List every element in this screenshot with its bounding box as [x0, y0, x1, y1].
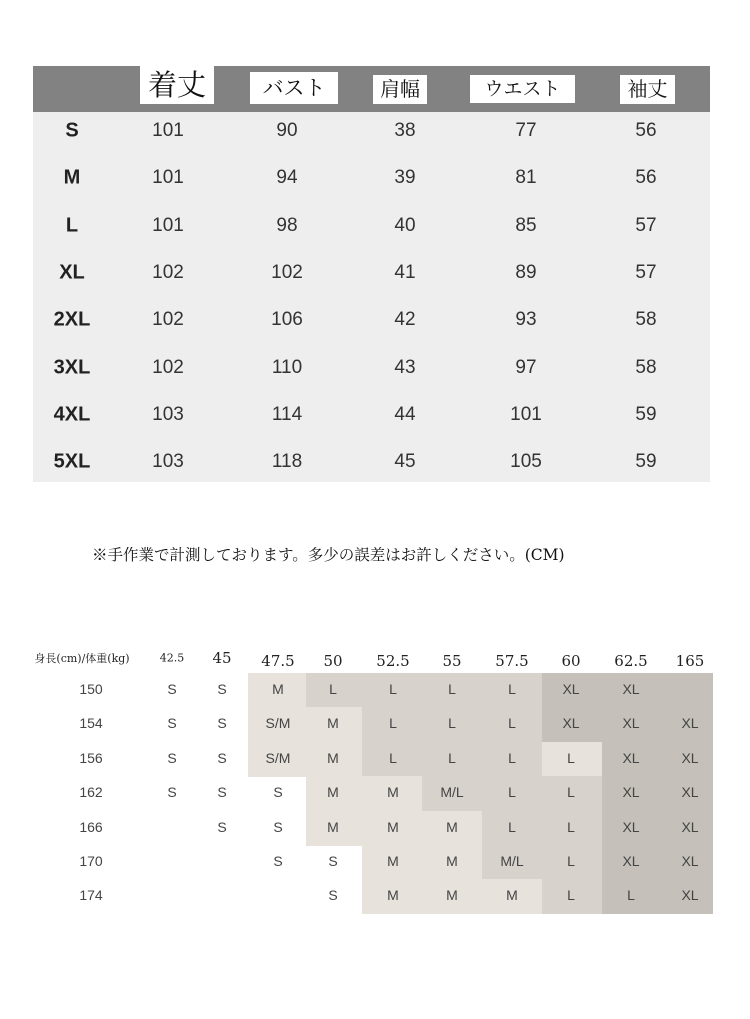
size-cell: XL [622, 681, 640, 697]
size-cell: L [389, 681, 397, 697]
size-cell: XL [622, 784, 640, 801]
weight-header: 52.5 [376, 652, 410, 670]
table-cell: 94 [276, 167, 298, 189]
table-cell: 101 [152, 214, 184, 236]
size-cell: S [217, 749, 227, 766]
size-cell: L [567, 853, 575, 869]
size-label: L [65, 214, 79, 237]
size-cell: S [217, 818, 227, 835]
table-cell: 77 [515, 120, 537, 141]
weight-header: 47.5 [261, 652, 295, 670]
weight-header: 50 [323, 652, 343, 670]
table-cell: 85 [515, 214, 537, 236]
height-label: 154 [79, 715, 103, 732]
size-cell: M/L [440, 784, 464, 801]
size-cell: L [567, 818, 575, 835]
table-cell: 58 [635, 356, 657, 378]
weight-header: 42.5 [159, 651, 185, 665]
height-label: 150 [79, 681, 103, 697]
size-cell: S [328, 853, 338, 869]
measurement-table [33, 66, 710, 482]
table-cell: 39 [394, 167, 416, 189]
size-cell: XL [681, 715, 699, 732]
size-cell: XL [562, 715, 580, 732]
table-cell: 59 [635, 403, 657, 425]
table-cell: 110 [271, 356, 303, 378]
size-cell: M [272, 681, 284, 697]
table-cell: 97 [515, 356, 537, 378]
size-label: S [65, 119, 79, 142]
size-cell: S [328, 887, 338, 904]
table-cell: 45 [394, 451, 416, 473]
size-cell: M [327, 784, 339, 801]
size-label: 4XL [53, 403, 91, 426]
size-cell: S [217, 715, 227, 732]
table-cell: 106 [271, 309, 303, 331]
table-cell: 118 [271, 451, 303, 473]
height-label: 156 [79, 749, 103, 766]
table-cell: 38 [394, 120, 416, 141]
size-cell: S [217, 681, 227, 697]
size-cell: L [627, 887, 635, 904]
table-cell: 42 [394, 309, 416, 331]
size-cell: XL [681, 784, 699, 801]
size-cell: L [448, 715, 456, 732]
table-cell: 58 [635, 309, 657, 331]
table-cell: 40 [394, 214, 416, 236]
size-cell: L [567, 749, 575, 766]
table-cell: 98 [276, 214, 298, 236]
header-bust: バスト [250, 72, 338, 104]
weight-header: 45 [212, 649, 232, 667]
header-sleeve: 袖丈 [620, 75, 675, 104]
size-cell: L [567, 784, 575, 801]
table-cell: 81 [515, 167, 537, 189]
size-cell: XL [681, 749, 699, 766]
table-cell: 105 [510, 451, 542, 473]
size-cell: XL [562, 681, 580, 697]
size-cell: XL [622, 749, 640, 766]
table-cell: 59 [635, 451, 657, 473]
table-cell: 89 [515, 261, 537, 283]
table-cell: 101 [152, 120, 184, 141]
height-label: 170 [79, 853, 103, 869]
table-cell: 101 [152, 167, 184, 189]
table-cell: 43 [394, 356, 416, 378]
size-cell: S/M [265, 749, 291, 766]
size-cell: S [167, 749, 177, 766]
size-cell: XL [681, 853, 699, 869]
shade-cell [660, 673, 713, 708]
table-cell: 57 [635, 214, 657, 236]
table-cell: 56 [635, 167, 657, 189]
size-cell: S/M [265, 715, 291, 732]
table-cell: 102 [271, 261, 303, 283]
table-header [33, 66, 710, 112]
size-label: 5XL [53, 450, 91, 473]
size-cell: S [217, 784, 227, 801]
size-cell: L [448, 681, 456, 697]
height-label: 162 [79, 784, 103, 801]
size-cell: S [167, 715, 177, 732]
size-cell: M [446, 887, 458, 904]
size-cell: S [273, 818, 283, 835]
measurement-note: ※手作業で計測しております。多少の誤差はお許しください。(CM) [92, 546, 565, 564]
weight-header: 60 [561, 652, 581, 670]
header-length: 着丈 [140, 66, 214, 104]
size-cell: XL [681, 887, 699, 904]
size-cell: M [327, 818, 339, 835]
size-cell: XL [622, 715, 640, 732]
size-cell: XL [681, 818, 699, 835]
size-cell: L [389, 749, 397, 766]
size-cell: L [508, 715, 516, 732]
size-cell: S [273, 853, 283, 869]
size-cell: XL [622, 818, 640, 835]
size-cell: M [327, 749, 339, 766]
size-cell: M [387, 853, 399, 869]
size-label: XL [59, 261, 85, 284]
size-cell: L [508, 681, 516, 697]
size-cell: L [508, 749, 516, 766]
size-cell: M [327, 715, 339, 732]
size-cell: M [506, 887, 518, 904]
header-waist: ウエスト [470, 75, 575, 103]
size-cell: M [446, 818, 458, 835]
table-cell: 56 [635, 120, 657, 141]
size-cell: M/L [500, 853, 524, 869]
table-cell: 90 [276, 120, 298, 141]
size-cell: M [446, 853, 458, 869]
size-cell: M [387, 818, 399, 835]
table-cell: 41 [394, 261, 416, 283]
weight-header: 55 [442, 652, 462, 670]
height-label: 166 [79, 818, 103, 835]
table-cell: 93 [515, 309, 537, 331]
size-cell: XL [622, 853, 640, 869]
size-cell: M [387, 887, 399, 904]
corner-label: 身長(cm)/体重(kg) [34, 652, 130, 665]
header-shoulder: 肩幅 [373, 75, 427, 104]
table-cell: 102 [152, 261, 184, 283]
size-cell: L [448, 749, 456, 766]
table-cell: 101 [510, 403, 542, 425]
size-cell: L [508, 818, 516, 835]
size-cell: M [387, 784, 399, 801]
size-cell: S [273, 784, 283, 801]
size-cell: L [329, 681, 337, 697]
table-cell: 103 [152, 403, 184, 425]
size-label: 3XL [53, 356, 91, 378]
weight-header: 165 [675, 652, 705, 670]
size-label: M [63, 166, 81, 189]
table-cell: 103 [152, 451, 184, 473]
weight-header: 57.5 [495, 652, 529, 670]
size-cell: S [167, 784, 177, 801]
size-cell: S [167, 681, 177, 697]
height-label: 174 [79, 887, 103, 904]
table-cell: 57 [635, 261, 657, 283]
table-cell: 44 [394, 403, 416, 425]
weight-header: 62.5 [614, 652, 648, 670]
table-cell: 114 [271, 403, 303, 425]
table-cell: 102 [152, 309, 184, 331]
size-cell: L [389, 715, 397, 732]
size-cell: L [567, 887, 575, 904]
table-cell: 102 [152, 356, 184, 378]
size-label: 2XL [53, 308, 91, 331]
size-cell: L [508, 784, 516, 801]
